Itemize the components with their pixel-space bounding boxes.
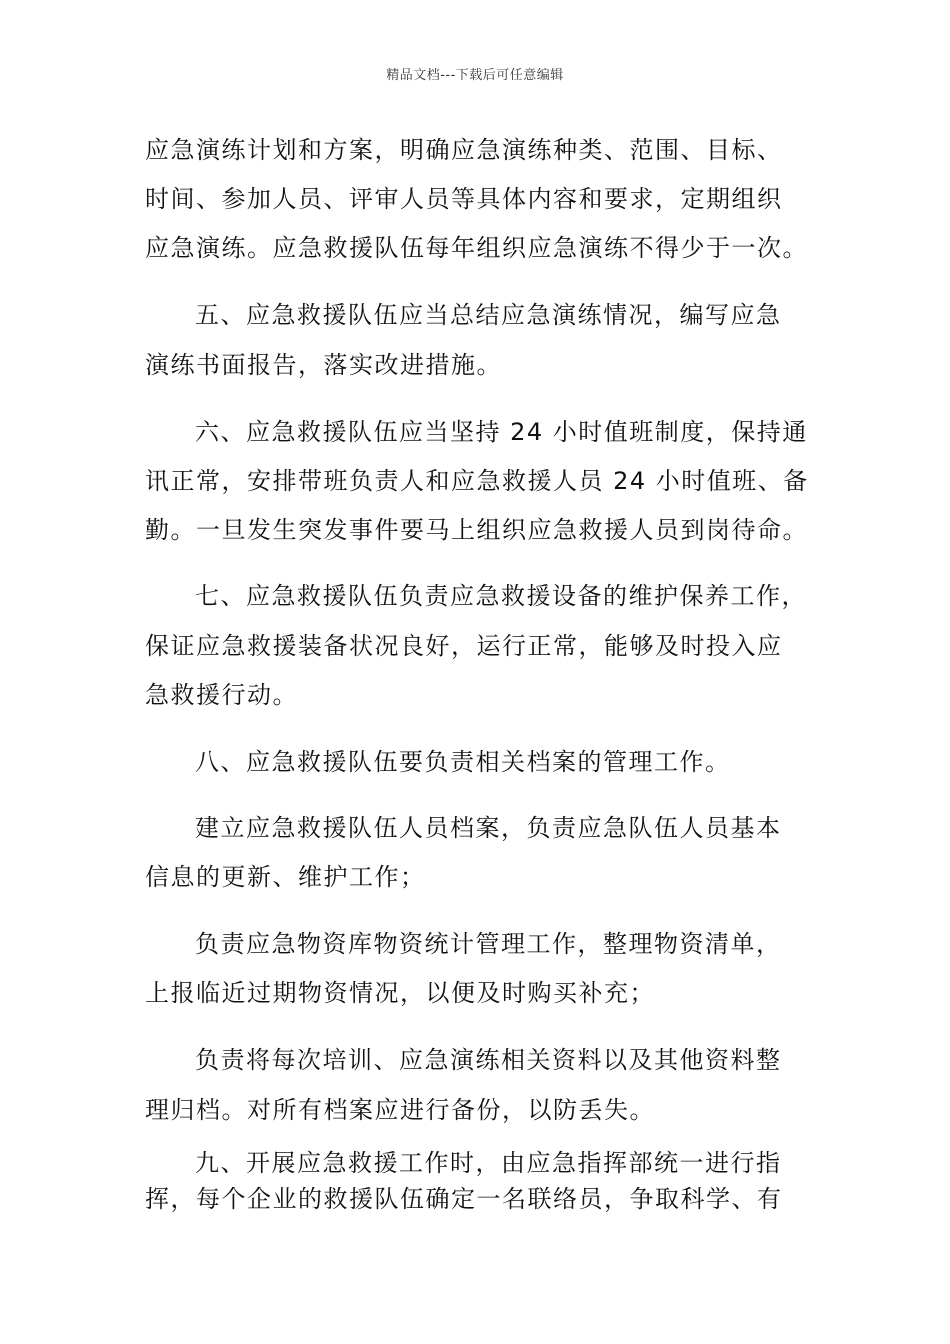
text-line: 应急演练。应急救援队伍每年组织应急演练不得少于一次。	[145, 234, 808, 262]
paragraph-start-line: 六、应急救援队伍应当坚持 24 小时值班制度，保持通	[195, 418, 808, 446]
paragraph-start-line: 七、应急救援队伍负责应急救援设备的维护保养工作，	[195, 582, 807, 610]
paragraph-start-line: 九、开展应急救援工作时，由应急指挥部统一进行指	[195, 1149, 782, 1177]
paragraph-start-line: 负责应急物资库物资统计管理工作，整理物资清单，	[195, 930, 782, 958]
text-line: 信息的更新、维护工作；	[145, 863, 426, 891]
text-line: 保证应急救援装备状况良好，运行正常，能够及时投入应	[145, 632, 783, 660]
page-header: 精品文档---下载后可任意编辑	[386, 68, 564, 83]
text-line: 讯正常，安排带班负责人和应急救援人员 24 小时值班、备	[145, 467, 809, 495]
text-line: 时间、参加人员、评审人员等具体内容和要求，定期组织	[145, 185, 783, 213]
text-line: 理归档。对所有档案应进行备份，以防丢失。	[145, 1096, 655, 1124]
paragraph-start-line: 负责将每次培训、应急演练相关资料以及其他资料整	[195, 1046, 782, 1074]
text-line: 上报临近过期物资情况，以便及时购买补充；	[145, 979, 655, 1007]
text-line: 挥，每个企业的救援队伍确定一名联络员，争取科学、有	[145, 1185, 783, 1213]
paragraph-start-line: 八、应急救援队伍要负责相关档案的管理工作。	[195, 748, 731, 776]
text-line: 应急演练计划和方案，明确应急演练种类、范围、目标、	[145, 136, 783, 164]
text-line: 演练书面报告，落实改进措施。	[145, 351, 502, 379]
paragraph-start-line: 建立应急救援队伍人员档案，负责应急队伍人员基本	[195, 814, 782, 842]
text-line: 急救援行动。	[145, 681, 298, 709]
text-line: 勤。一旦发生突发事件要马上组织应急救援人员到岗待命。	[145, 516, 808, 544]
paragraph-start-line: 五、应急救援队伍应当总结应急演练情况，编写应急	[195, 301, 782, 329]
